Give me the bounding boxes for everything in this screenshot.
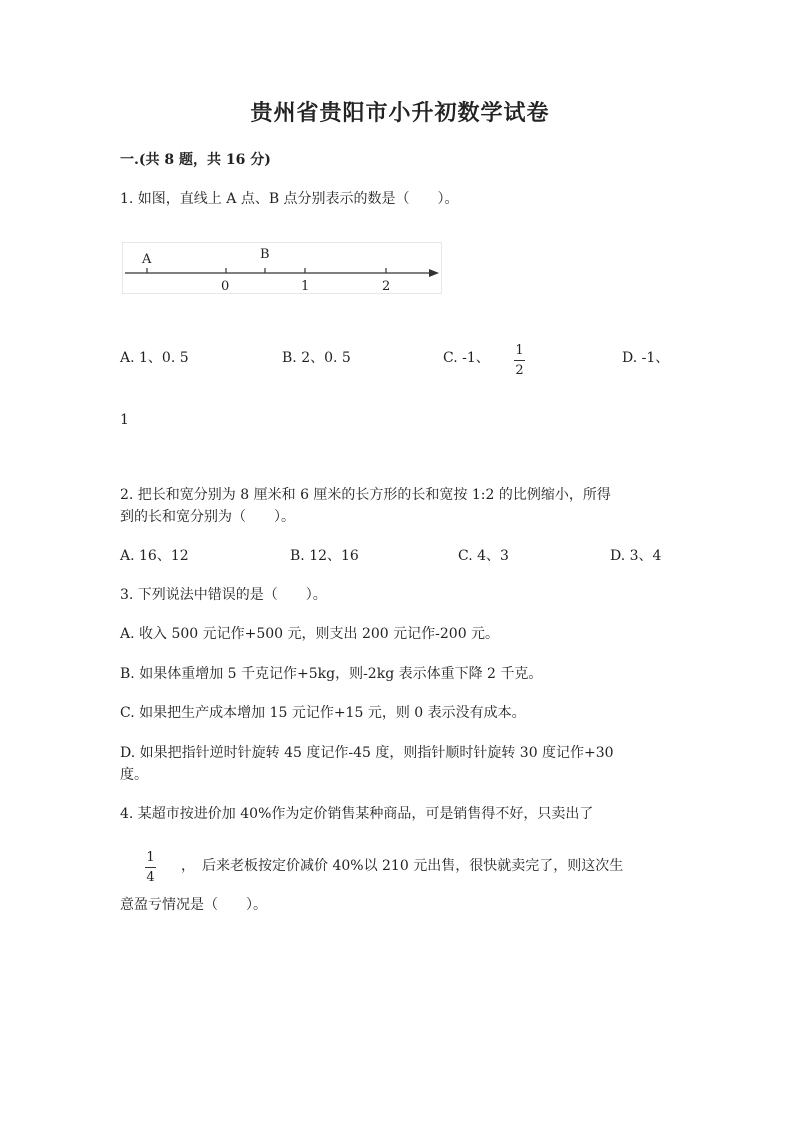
- point-b-label: B: [260, 247, 270, 262]
- number-line-svg: [123, 243, 441, 293]
- page-title: 贵州省贵阳市小升初数学试卷: [250, 100, 550, 126]
- q2-option-c: C. 4、3: [458, 548, 509, 564]
- fraction-numerator: 1: [515, 343, 524, 358]
- question-3-stem: 3. 下列说法中错误的是（ ）。: [120, 587, 327, 603]
- q1-option-d: D. -1、: [622, 350, 670, 366]
- tick-label-2: 2: [382, 279, 391, 293]
- fraction-denominator: 4: [146, 870, 155, 885]
- question-4-stem-line3: 意盈亏情况是（ ）。: [120, 897, 267, 913]
- number-line-figure: [122, 242, 442, 294]
- q1-option-c: C. -1、: [443, 350, 490, 366]
- q1-option-b: B. 2、0. 5: [282, 350, 351, 366]
- fraction-bar: [514, 360, 525, 361]
- number-line-arrow-icon: [429, 269, 439, 277]
- fraction-denominator: 2: [515, 363, 524, 378]
- fraction-bar: [145, 867, 156, 868]
- q1-option-d-continued: 1: [120, 412, 129, 428]
- point-a-label: A: [142, 252, 152, 267]
- q2-option-a: A. 16、12: [120, 548, 189, 564]
- question-4-stem-line1: 4. 某超市按进价加 40%作为定价销售某种商品，可是销售得不好，只卖出了: [120, 806, 594, 822]
- section-heading: 一.(共 8 题，共 16 分): [120, 152, 271, 168]
- question-2-stem-line1: 2. 把长和宽分别为 8 厘米和 6 厘米的长方形的长和宽按 1:2 的比例缩小，所得: [120, 487, 611, 503]
- question-2-stem-line2: 到的长和宽分别为（ ）。: [120, 509, 295, 525]
- q1-option-a: A. 1、0. 5: [120, 350, 189, 366]
- q4-fraction: [145, 850, 156, 885]
- q2-option-d: D. 3、4: [610, 548, 662, 564]
- tick-label-0: 0: [221, 279, 230, 293]
- question-4-stem-line2: ， 后来老板按定价减价 40%以 210 元出售，很快就卖完了，则这次生: [181, 858, 624, 874]
- q3-option-d-line1: D. 如果把指针逆时针旋转 45 度记作-45 度，则指针顺时针旋转 30 度记作+30: [120, 745, 614, 761]
- q3-option-a: A. 收入 500 元记作+500 元，则支出 200 元记作-200 元。: [120, 626, 500, 642]
- q1-option-c-fraction: [514, 343, 525, 378]
- q3-option-b: B. 如果体重增加 5 千克记作+5kg，则-2kg 表示体重下降 2 千克。: [120, 666, 543, 682]
- q3-option-c: C. 如果把生产成本增加 15 元记作+15 元，则 0 表示没有成本。: [120, 705, 526, 721]
- fraction-numerator: 1: [146, 850, 155, 865]
- q3-option-d-line2: 度。: [120, 767, 148, 783]
- q2-option-b: B. 12、16: [290, 548, 359, 564]
- tick-label-1: 1: [301, 279, 310, 293]
- question-1-stem: 1. 如图，直线上 A 点、B 点分别表示的数是（ ）。: [120, 191, 459, 207]
